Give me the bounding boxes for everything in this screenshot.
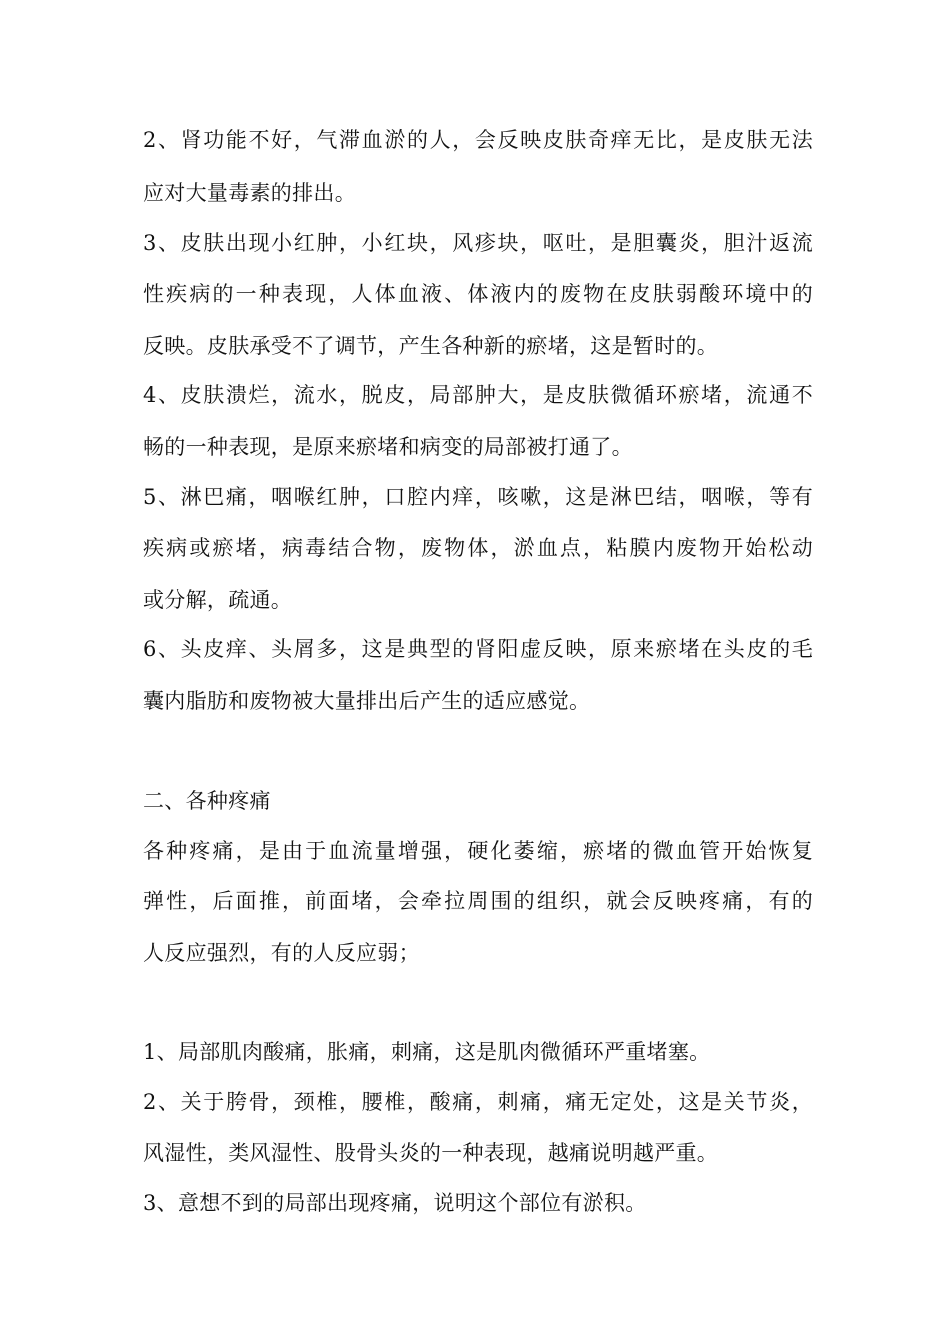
paragraph-line: 3、意想不到的局部出现疼痛，说明这个部位有淤积。 xyxy=(143,1191,647,1215)
paragraph-line: 或分解，疏通。 xyxy=(143,588,293,612)
paragraph-line: 2、关于胯骨，颈椎，腰椎，酸痛，刺痛，痛无定处，这是关节炎， xyxy=(143,1090,813,1114)
paragraph-line: 3、皮肤出现小红肿，小红块，风疹块，呕吐，是胆囊炎，胆汁返流 xyxy=(143,231,813,255)
paragraph-line: 各种疼痛，是由于血流量增强，硬化萎缩，瘀堵的微血管开始恢复 xyxy=(143,839,813,863)
paragraph-line: 应对大量毒素的排出。 xyxy=(143,181,356,205)
paragraph-line: 弹性，后面推，前面堵，会牵拉周围的组织，就会反映疼痛，有的 xyxy=(143,889,813,913)
paragraph-line: 2、肾功能不好，气滞血淤的人，会反映皮肤奇痒无比，是皮肤无法 xyxy=(143,128,813,152)
paragraph-line: 疾病或瘀堵，病毒结合物，废物体，淤血点，粘膜内废物开始松动 xyxy=(143,536,813,560)
paragraph-line: 1、局部肌肉酸痛，胀痛，刺痛，这是肌肉微循环严重堵塞。 xyxy=(143,1040,711,1064)
paragraph-line: 畅的一种表现，是原来瘀堵和病变的局部被打通了。 xyxy=(143,435,633,459)
paragraph-line: 囊内脂肪和废物被大量排出后产生的适应感觉。 xyxy=(143,689,591,713)
paragraph-line: 4、皮肤溃烂，流水，脱皮，局部肿大，是皮肤微循环瘀堵，流通不 xyxy=(143,383,813,407)
paragraph-line: 人反应强烈，有的人反应弱； xyxy=(143,941,420,965)
paragraph-line: 反映。皮肤承受不了调节，产生各种新的瘀堵，这是暂时的。 xyxy=(143,334,719,358)
paragraph-line: 6、头皮痒、头屑多，这是典型的肾阳虚反映，原来瘀堵在头皮的毛 xyxy=(143,637,813,661)
paragraph-line: 风湿性，类风湿性、股骨头炎的一种表现，越痛说明越严重。 xyxy=(143,1141,719,1165)
section-heading: 二、各种疼痛 xyxy=(143,789,271,813)
paragraph-line: 性疾病的一种表现，人体血液、体液内的废物在皮肤弱酸环境中的 xyxy=(143,282,813,306)
paragraph-line: 5、淋巴痛，咽喉红肿，口腔内痒，咳嗽，这是淋巴结，咽喉，等有 xyxy=(143,485,813,509)
